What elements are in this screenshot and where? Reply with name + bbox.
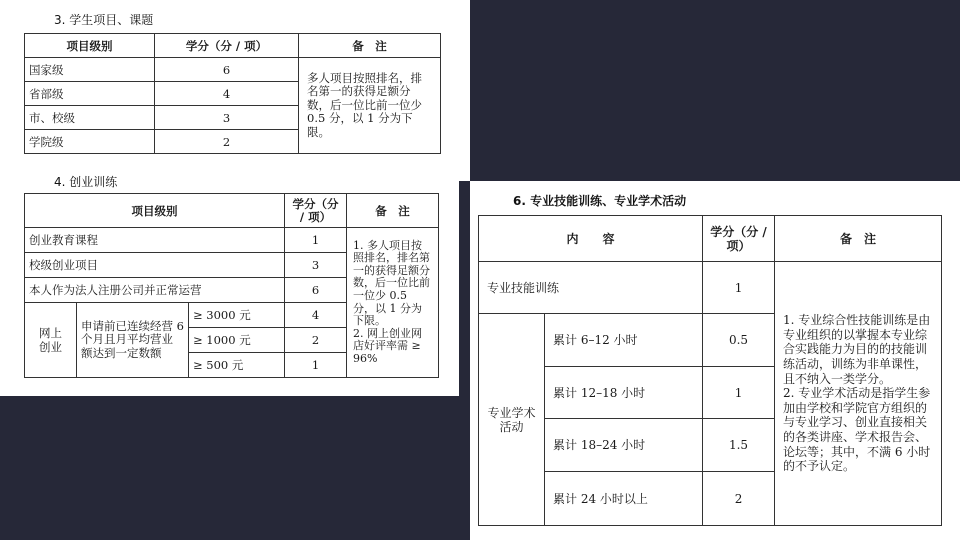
header-note: 备 注 <box>299 34 441 58</box>
header-level: 项目级别 <box>25 194 285 228</box>
header-credit: 学分（分 / 项） <box>285 194 347 228</box>
note-cell: 1. 专业综合性技能训练是由专业组织的以掌握本专业综合实践能力为目的的技能训练活动，训练为非单课性，且不纳入一类学分。 2. 专业学术活动是指学生参加由学校和学院官方组织的与专业学习、创业直接相关的各类讲座、学术报告会、论坛等；其中，不满 6 小时的不予认定。 <box>775 262 942 526</box>
header-credit: 学分（分 / 项） <box>155 34 299 58</box>
note-cell: 1. 多人项目按照排名，排名第一的获得足额分数，后一位比前一位少 0.5 分，以 1 分为下限。 2. 网上创业网店好评率需 ≥ 96% <box>347 228 439 378</box>
credit-cell: 3 <box>285 253 347 278</box>
amount-cell: ≥ 1000 元 <box>189 328 285 353</box>
section-3-heading: 3. 学生项目、课题 <box>54 13 154 27</box>
credit-cell: 2 <box>155 130 299 154</box>
header-level: 项目级别 <box>25 34 155 58</box>
table-header-row <box>25 34 441 58</box>
note-cell: 多人项目按照排名，排名第一的获得足额分数，后一位比前一位少 0.5 分，以 1 分为下限。 <box>299 58 441 154</box>
level-cell: 市、校级 <box>25 106 155 130</box>
level-cell: 本人作为法人注册公司并正常运营 <box>25 278 285 303</box>
table-row <box>25 58 441 82</box>
header-note: 备 注 <box>347 194 439 228</box>
credit-cell: 2 <box>285 328 347 353</box>
level-cell: 学院级 <box>25 130 155 154</box>
credit-cell: 1 <box>285 353 347 378</box>
credit-cell: 4 <box>285 303 347 328</box>
table-header-row <box>479 216 942 262</box>
amount-cell: ≥ 500 元 <box>189 353 285 378</box>
header-content: 内 容 <box>479 216 703 262</box>
header-credit: 学分（分 / 项） <box>703 216 775 262</box>
skill-training-label: 专业技能训练 <box>479 262 703 314</box>
credit-cell: 1 <box>703 367 775 419</box>
credit-cell: 4 <box>155 82 299 106</box>
professional-skills-panel <box>470 181 960 540</box>
entrepreneurship-table <box>24 193 439 378</box>
student-projects-panel <box>0 0 470 181</box>
section-6-heading: 6. 专业技能训练、专业学术活动 <box>513 194 687 208</box>
credit-cell: 3 <box>155 106 299 130</box>
credit-cell: 0.5 <box>703 314 775 367</box>
credit-cell: 1.5 <box>703 419 775 472</box>
professional-skills-table <box>478 215 942 526</box>
amount-cell: ≥ 3000 元 <box>189 303 285 328</box>
level-cell: 国家级 <box>25 58 155 82</box>
hours-cell: 累计 12–18 小时 <box>545 367 703 419</box>
table-row <box>479 262 942 314</box>
online-condition: 申请前已连续经营 6 个月且月平均营业额达到一定数额 <box>77 303 189 378</box>
credit-cell: 2 <box>703 472 775 526</box>
hours-cell: 累计 24 小时以上 <box>545 472 703 526</box>
entrepreneurship-panel <box>0 175 459 396</box>
credit-cell: 1 <box>703 262 775 314</box>
table-header-row <box>25 194 439 228</box>
level-cell: 创业教育课程 <box>25 228 285 253</box>
academic-activity-label: 专业学术活动 <box>479 314 545 526</box>
section-4-heading: 4. 创业训练 <box>54 175 118 189</box>
credit-cell: 1 <box>285 228 347 253</box>
credit-cell: 6 <box>285 278 347 303</box>
credit-cell: 6 <box>155 58 299 82</box>
level-cell: 校级创业项目 <box>25 253 285 278</box>
hours-cell: 累计 18–24 小时 <box>545 419 703 472</box>
table-row <box>25 228 439 253</box>
student-projects-table <box>24 33 441 154</box>
header-note: 备 注 <box>775 216 942 262</box>
online-startup-label: 网上创业 <box>25 303 77 378</box>
hours-cell: 累计 6–12 小时 <box>545 314 703 367</box>
level-cell: 省部级 <box>25 82 155 106</box>
